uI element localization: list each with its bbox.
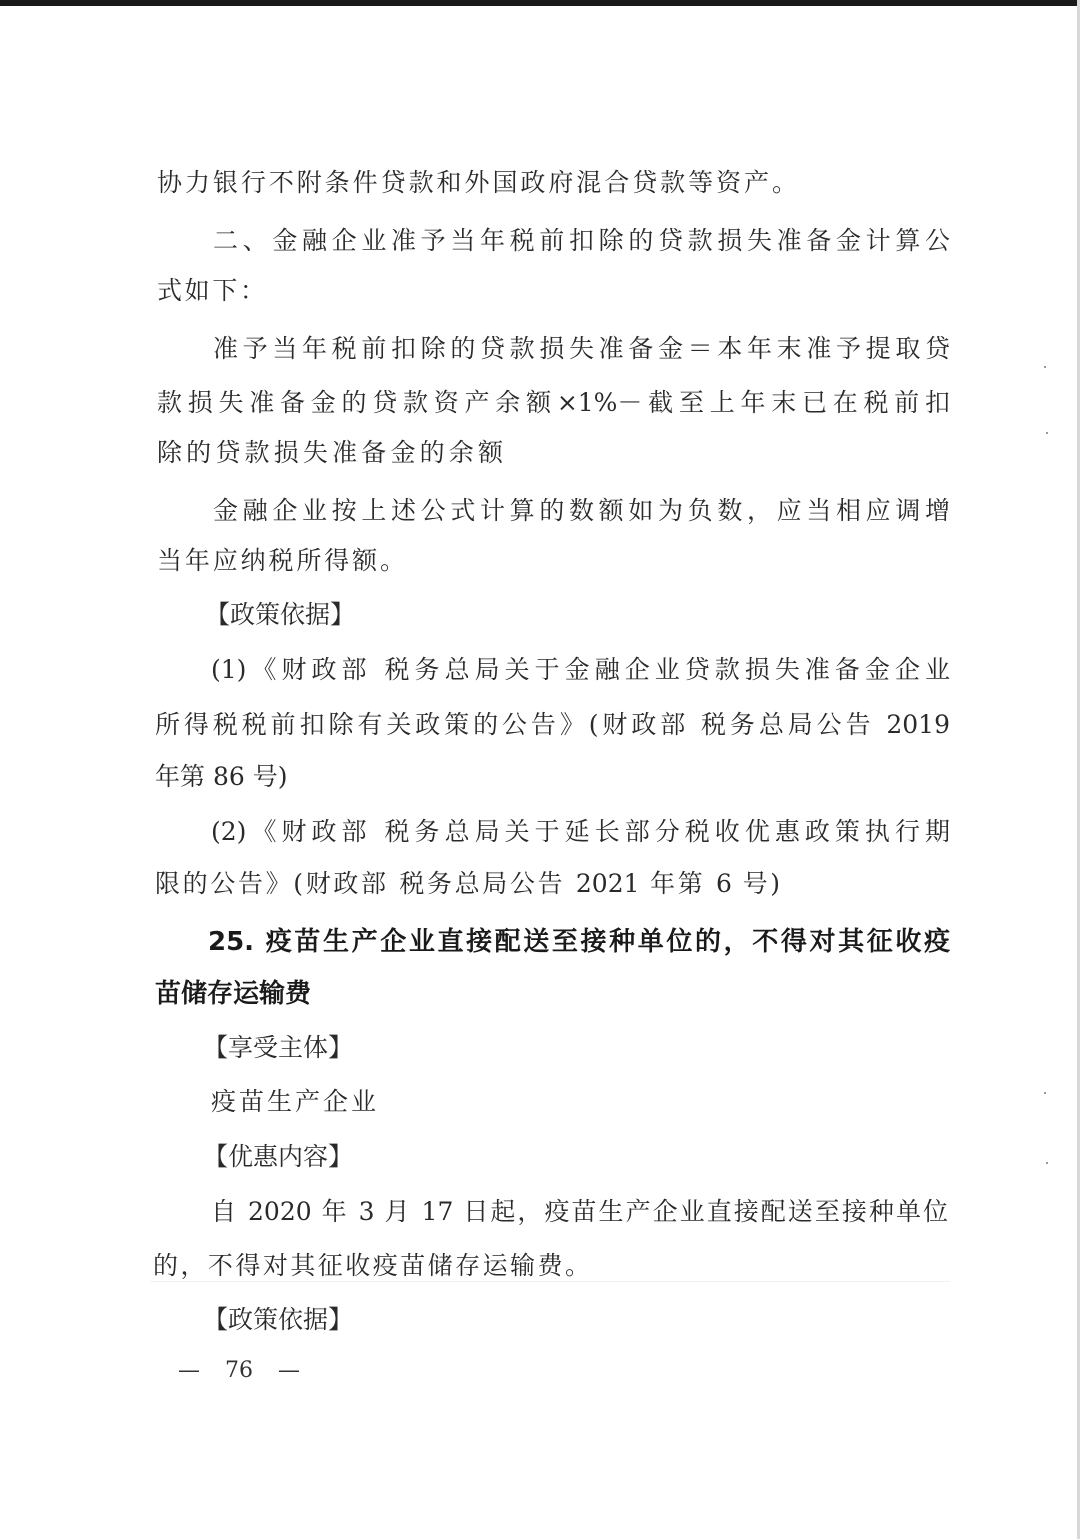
citation-line: 年第 86 号) — [155, 762, 288, 791]
section-label-basis: 【政策依据】 — [203, 1305, 354, 1334]
section-label-subject: 【享受主体】 — [203, 1033, 354, 1062]
scan-speck — [1044, 1092, 1046, 1094]
text-line: 款损失准备金的贷款资产余额×1%－截至上年末已在税前扣 — [157, 388, 950, 417]
citation-line: (2)《财政部 税务总局关于延长部分税收优惠政策执行期 — [211, 817, 950, 846]
text-line: 当年应纳税所得额。 — [157, 546, 405, 575]
text-line: 协力银行不附条件贷款和外国政府混合贷款等资产。 — [157, 168, 797, 197]
scan-top-border — [0, 0, 1080, 6]
page-number-dash: — — [278, 1358, 300, 1383]
citation-line: 所得税税前扣除有关政策的公告》(财政部 税务总局公告 2019 — [155, 710, 950, 739]
page-number-value: 76 — [225, 1358, 253, 1383]
text-line: 准予当年税前扣除的贷款损失准备金＝本年末准予提取贷 — [213, 334, 950, 363]
section-label-basis: 【政策依据】 — [205, 600, 356, 629]
scan-speck — [1046, 1162, 1048, 1164]
subject-text: 疫苗生产企业 — [211, 1087, 380, 1116]
benefit-text-line: 自 2020 年 3 月 17 日起，疫苗生产企业直接配送至接种单位 — [211, 1197, 948, 1226]
page-number-dash: — — [178, 1358, 200, 1383]
section-heading-continued: 苗储存运输费 — [155, 979, 312, 1009]
page-number — [178, 1356, 300, 1386]
citation-line: (1)《财政部 税务总局关于金融企业贷款损失准备金企业 — [211, 655, 950, 684]
text-line: 金融企业按上述公式计算的数额如为负数，应当相应调增 — [213, 496, 950, 525]
citation-line: 限的公告》(财政部 税务总局公告 2021 年第 6 号) — [155, 869, 780, 898]
scan-speck — [1046, 432, 1048, 434]
benefit-text-line: 的，不得对其征收疫苗储存运输费。 — [153, 1251, 590, 1280]
text-line: 式如下： — [157, 276, 265, 305]
section-label-benefit: 【优惠内容】 — [203, 1142, 354, 1171]
section-heading: 25. 疫苗生产企业直接配送至接种单位的，不得对其征收疫 — [208, 927, 950, 957]
scan-speck — [1044, 366, 1046, 368]
text-line: 二、金融企业准予当年税前扣除的贷款损失准备金计算公 — [213, 226, 950, 255]
text-line: 除的贷款损失准备金的余额 — [157, 438, 503, 467]
scan-artifact-rule — [150, 1281, 950, 1282]
